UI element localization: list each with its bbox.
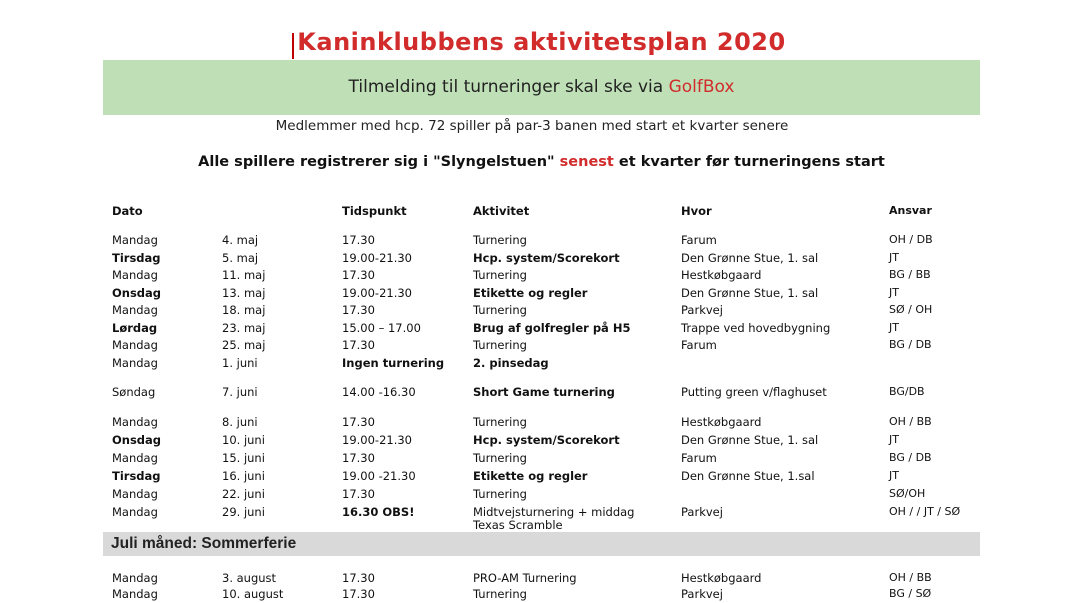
cell-date: 15. juni <box>222 451 265 465</box>
cell-day: Lørdag <box>112 321 158 335</box>
cell-resp: BG / BB <box>889 268 931 281</box>
cell-time: 17.30 <box>342 451 375 465</box>
cell-time: Ingen turnering <box>342 356 445 370</box>
cell-time: 17.30 <box>342 268 375 282</box>
cell-day: Mandag <box>112 268 158 282</box>
cell-activity-line2: Texas Scramble <box>473 518 563 532</box>
header-time: Tidspunkt <box>342 204 407 218</box>
cell-time: 17.30 <box>342 487 375 501</box>
cell-day: Mandag <box>112 415 158 429</box>
cell-resp: BG/DB <box>889 385 925 398</box>
table-row <box>0 384 1091 400</box>
cell-activity: PRO-AM Turnering <box>473 571 577 585</box>
cell-date: 23. maj <box>222 321 266 335</box>
table-row <box>0 337 1091 353</box>
banner-text: Tilmelding til turneringer skal ske via <box>348 77 669 97</box>
registration-notice <box>0 154 1083 170</box>
cell-where: Den Grønne Stue, 1. sal <box>681 286 819 300</box>
cell-resp: OH / BB <box>889 571 932 584</box>
cell-activity: Turnering <box>473 338 527 352</box>
cell-day: Onsdag <box>112 433 162 447</box>
cell-activity: Etikette og regler <box>473 286 588 300</box>
cell-resp: OH / DB <box>889 233 933 246</box>
cell-activity: Etikette og regler <box>473 469 588 483</box>
cell-where: Putting green v/flaghuset <box>681 385 827 399</box>
cell-where: Farum <box>681 451 717 465</box>
cell-day: Tirsdag <box>112 251 161 265</box>
cell-day: Mandag <box>112 303 158 317</box>
cell-activity: Turnering <box>473 451 527 465</box>
cell-day: Mandag <box>112 233 158 247</box>
cell-day: Mandag <box>112 587 158 601</box>
cell-where: Hestkøbgaard <box>681 268 762 282</box>
table-row <box>0 504 1091 532</box>
cell-activity: Turnering <box>473 487 527 501</box>
table-row <box>0 450 1091 466</box>
cell-resp: SØ / OH <box>889 303 933 316</box>
cell-activity: Turnering <box>473 233 527 247</box>
cell-resp: BG / DB <box>889 451 932 464</box>
cell-date: 16. juni <box>222 469 265 483</box>
table-row <box>0 468 1091 484</box>
cell-activity: Hcp. system/Scorekort <box>473 433 620 447</box>
table-row <box>0 285 1091 301</box>
cell-day: Mandag <box>112 356 158 370</box>
registration-banner <box>103 60 980 115</box>
cell-time: 17.30 <box>342 571 375 585</box>
cell-date: 25. maj <box>222 338 266 352</box>
cell-day: Søndag <box>112 385 156 399</box>
cell-time: 19.00-21.30 <box>342 286 412 300</box>
cell-time: 17.30 <box>342 338 375 352</box>
cell-day: Mandag <box>112 571 158 585</box>
cell-where: Trappe ved hovedbygning <box>681 321 831 335</box>
cell-date: 22. juni <box>222 487 265 501</box>
cell-day: Mandag <box>112 487 158 501</box>
cell-time: 19.00-21.30 <box>342 433 412 447</box>
cell-where: Den Grønne Stue, 1. sal <box>681 251 819 265</box>
table-row <box>0 302 1091 318</box>
cell-resp: BG / DB <box>889 338 932 351</box>
cell-resp: BG / SØ <box>889 587 932 600</box>
cell-time: 15.00 – 17.00 <box>342 321 421 335</box>
cell-activity: Short Game turnering <box>473 385 615 399</box>
cell-activity: Turnering <box>473 415 527 429</box>
cell-resp: JT <box>889 321 899 334</box>
cell-time: 19.00-21.30 <box>342 251 412 265</box>
cell-day: Onsdag <box>112 286 162 300</box>
cell-activity: 2. pinsedag <box>473 356 549 370</box>
cell-resp: JT <box>889 286 899 299</box>
golfbox-link[interactable]: GolfBox <box>668 77 735 97</box>
table-row <box>0 320 1091 336</box>
cell-where: Parkvej <box>681 303 723 317</box>
header-where: Hvor <box>681 204 712 218</box>
table-row <box>0 414 1091 430</box>
cell-time: 17.30 <box>342 587 375 601</box>
page-title: Kaninklubbens aktivitetsplan 2020 <box>297 28 786 56</box>
cell-where: Farum <box>681 233 717 247</box>
cell-date: 11. maj <box>222 268 266 282</box>
summer-break-banner: Juli måned: Sommerferie <box>103 532 980 556</box>
cell-time: 17.30 <box>342 415 375 429</box>
table-row <box>0 570 1091 586</box>
cell-day: Tirsdag <box>112 469 161 483</box>
cell-resp: OH / BB <box>889 415 932 428</box>
table-row <box>0 267 1091 283</box>
table-header <box>0 203 1091 219</box>
text-cursor <box>292 33 294 59</box>
cell-resp: SØ/OH <box>889 487 926 500</box>
notice-after: et kvarter før turneringens start <box>613 154 885 170</box>
table-row <box>0 486 1091 502</box>
cell-activity: Brug af golfregler på H5 <box>473 321 631 335</box>
notice-highlight: senest <box>559 154 614 170</box>
cell-activity: Turnering <box>473 268 527 282</box>
table-row <box>0 586 1091 602</box>
cell-day: Mandag <box>112 338 158 352</box>
cell-time: 17.30 <box>342 303 375 317</box>
cell-date: 29. juni <box>222 505 265 519</box>
table-row <box>0 432 1091 448</box>
cell-resp: JT <box>889 433 899 446</box>
cell-date: 18. maj <box>222 303 266 317</box>
cell-where: Den Grønne Stue, 1.sal <box>681 469 815 483</box>
notice-before: Alle spillere registrerer sig i "Slyngelstuen" <box>198 154 560 170</box>
cell-time: 16.30 OBS! <box>342 505 415 519</box>
hcp-note: Medlemmer med hcp. 72 spiller på par-3 banen med start et kvarter senere <box>275 118 789 134</box>
cell-activity: Hcp. system/Scorekort <box>473 251 620 265</box>
cell-where: Den Grønne Stue, 1. sal <box>681 433 819 447</box>
cell-date: 4. maj <box>222 233 259 247</box>
table-row <box>0 355 1091 371</box>
cell-time: 19.00 -21.30 <box>342 469 416 483</box>
cell-where: Hestkøbgaard <box>681 415 762 429</box>
cell-date: 10. august <box>222 587 284 601</box>
header-resp: Ansvar <box>889 204 932 217</box>
cell-date: 8. juni <box>222 415 258 429</box>
cell-date: 7. juni <box>222 385 258 399</box>
cell-resp: JT <box>889 251 899 264</box>
cell-day: Mandag <box>112 451 158 465</box>
cell-resp: OH / / JT / SØ <box>889 505 961 518</box>
cell-resp: JT <box>889 469 899 482</box>
cell-time: 17.30 <box>342 233 375 247</box>
header-day: Dato <box>112 204 143 218</box>
cell-date: 5. maj <box>222 251 259 265</box>
table-row <box>0 250 1091 266</box>
cell-date: 1. juni <box>222 356 258 370</box>
cell-activity: Turnering <box>473 587 527 601</box>
header-activity: Aktivitet <box>473 204 530 218</box>
cell-day: Mandag <box>112 505 158 519</box>
cell-activity: Turnering <box>473 303 527 317</box>
cell-date: 10. juni <box>222 433 265 447</box>
cell-where: Parkvej <box>681 505 723 519</box>
cell-time: 14.00 -16.30 <box>342 385 416 399</box>
cell-where: Parkvej <box>681 587 723 601</box>
cell-activity: Midtvejsturnering + middag Texas Scramble <box>473 505 635 532</box>
cell-where: Farum <box>681 338 717 352</box>
table-row <box>0 232 1091 248</box>
cell-date: 13. maj <box>222 286 266 300</box>
cell-where: Hestkøbgaard <box>681 571 762 585</box>
cell-date: 3. august <box>222 571 277 585</box>
